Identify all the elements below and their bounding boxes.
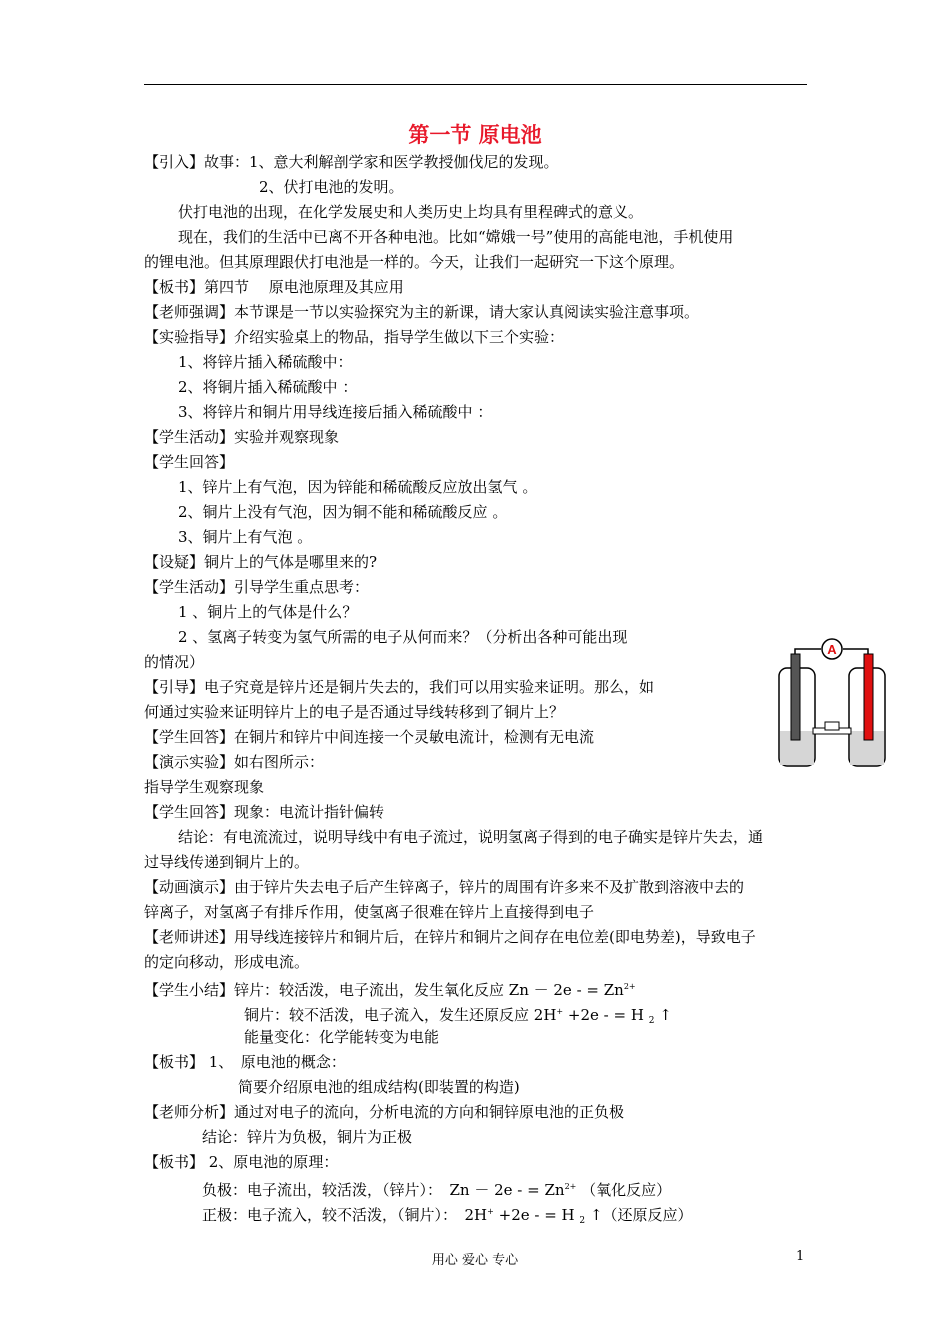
- paragraph-line: 【动画演示】由于锌片失去电子后产生锌离子，锌片的周围有许多来不及扩散到溶液中去的: [144, 878, 745, 896]
- superscript: +: [487, 1207, 494, 1216]
- paragraph-line: 【学生回答】现象：电流计指针偏转: [144, 803, 385, 821]
- paragraph-line: 【老师分析】通过对电子的流向，分析电流的方向和铜锌原电池的正负极: [144, 1103, 625, 1121]
- galvanic-cell-diagram: [777, 636, 887, 772]
- paragraph-line: 【引入】故事：1、意大利解剖学家和医学教授伽伐尼的发现。: [144, 153, 559, 171]
- superscript: 2+: [623, 982, 636, 991]
- footer: 用心 爱心 专心: [431, 1253, 519, 1268]
- paragraph-line: 伏打电池的出现，在化学发展史和人类历史上均具有里程碑式的意义。: [178, 203, 644, 221]
- superscript: +: [556, 1007, 564, 1016]
- paragraph-line: 【引导】电子究竟是锌片还是铜片失去的，我们可以用实验来证明。那么，如: [144, 678, 655, 696]
- ammeter-label: A: [827, 642, 837, 657]
- paragraph-line: 【实验指导】介绍实验桌上的物品，指导学生做以下三个实验：: [144, 328, 565, 346]
- paragraph-line: 3、铜片上有气泡 。: [178, 528, 313, 546]
- equation-text: （氧化反应）: [581, 1181, 672, 1199]
- paragraph-line: 【板书】 1、 原电池的概念：: [144, 1053, 346, 1071]
- paragraph-line: 【学生回答】在铜片和锌片中间连接一个灵敏电流计，检测有无电流: [144, 728, 595, 746]
- equation-text: 【学生小结】锌片：较活泼，电子流出，发生氧化反应 Zn － 2e - = Zn: [144, 981, 624, 999]
- header-rule: [144, 84, 807, 85]
- paragraph-line: 【板书】第四节 原电池原理及其应用: [144, 278, 404, 296]
- superscript: 2+: [564, 1182, 577, 1191]
- zinc-electrode: [791, 654, 800, 740]
- paragraph-line: 的定向移动，形成电流。: [144, 953, 310, 971]
- copper-electrode: [864, 654, 873, 740]
- wire-left: [795, 649, 821, 654]
- paragraph-line: 1、锌片上有气泡，因为锌能和稀硫酸反应放出氢气 。: [178, 478, 538, 496]
- paragraph-line: 【老师强调】本节课是一节以实验探究为主的新课，请大家认真阅读实验注意事项。: [144, 303, 700, 321]
- up-arrow: ↑: [659, 1006, 672, 1024]
- equation-text: +2e - = H: [567, 1006, 644, 1024]
- paragraph-line: 2 、氢离子转变为氢气所需的电子从何而来？（分析出各种可能出现: [178, 628, 628, 646]
- equation-text: 正极：电子流入，较不活泼，（铜片）： 2H: [202, 1206, 488, 1224]
- paragraph-line: 1、将锌片插入稀硫酸中：: [178, 353, 353, 371]
- paragraph-line: 的情况）: [144, 653, 205, 671]
- equation-line: [144, 977, 636, 1000]
- paragraph-line: 2、将铜片插入稀硫酸中 ：: [178, 378, 358, 396]
- paragraph-line: 【学生活动】引导学生重点思考：: [144, 578, 370, 596]
- equation-line: [202, 1202, 693, 1231]
- paragraph-line: 能量变化：化学能转变为电能: [244, 1028, 440, 1046]
- paragraph-line: 简要介绍原电池的组成结构(即装置的构造): [238, 1078, 520, 1096]
- equation-text: +2e - = H: [498, 1206, 575, 1224]
- subscript: 2: [648, 1016, 655, 1026]
- paragraph-line: 【设疑】铜片上的气体是哪里来的?: [144, 553, 378, 571]
- subscript: 2: [579, 1216, 586, 1226]
- bridge-clamp: [825, 722, 839, 730]
- paragraph-line: 何通过实验来证明锌片上的电子是否通过导线转移到了铜片上？: [144, 703, 565, 721]
- paragraph-line: 现在，我们的生活中已离不开各种电池。比如“嫦娥一号”使用的高能电池，手机使用: [178, 228, 734, 246]
- page-number: 1: [796, 1249, 805, 1264]
- wire-right: [843, 649, 868, 654]
- page-title: 第一节 原电池: [408, 122, 542, 147]
- equation-text: 负极：电子流出，较活泼，（锌片）： Zn － 2e - = Zn: [202, 1181, 565, 1199]
- paragraph-line: 结论：有电流流过，说明导线中有电子流过，说明氢离子得到的电子确实是锌片失去，通: [178, 828, 764, 846]
- equation-text: 铜片：较不活泼，电子流入，发生还原反应 2H: [244, 1006, 557, 1024]
- paragraph-line: 1 、铜片上的气体是什么？: [178, 603, 358, 621]
- equation-line: [202, 1177, 671, 1200]
- equation-text: ↑（还原反应）: [589, 1206, 693, 1224]
- paragraph-line: 的锂电池。但其原理跟伏打电池是一样的。今天，让我们一起研究一下这个原理。: [144, 253, 685, 271]
- paragraph-line: 【演示实验】如右图所示：: [144, 753, 325, 771]
- paragraph-line: 锌离子，对氢离子有排斥作用，使氢离子很难在锌片上直接得到电子: [144, 903, 595, 921]
- paragraph-line: 【学生活动】实验并观察现象: [144, 428, 340, 446]
- paragraph-line: 【学生回答】: [144, 453, 235, 471]
- paragraph-line: 结论：锌片为负极，铜片为正极: [202, 1128, 413, 1146]
- paragraph-line: 【板书】 2、原电池的原理：: [144, 1153, 339, 1171]
- paragraph-line: 2、伏打电池的发明。: [259, 178, 404, 196]
- paragraph-line: 2、铜片上没有气泡，因为铜不能和稀硫酸反应 。: [178, 503, 508, 521]
- paragraph-line: 过导线传递到铜片上的。: [144, 853, 310, 871]
- paragraph-line: 【老师讲述】用导线连接锌片和铜片后，在锌片和铜片之间存在电位差(即电势差)，导致电子: [144, 928, 756, 946]
- paragraph-line: 指导学生观察现象: [144, 778, 265, 796]
- paragraph-line: 3、将锌片和铜片用导线连接后插入稀硫酸中 ：: [178, 403, 493, 421]
